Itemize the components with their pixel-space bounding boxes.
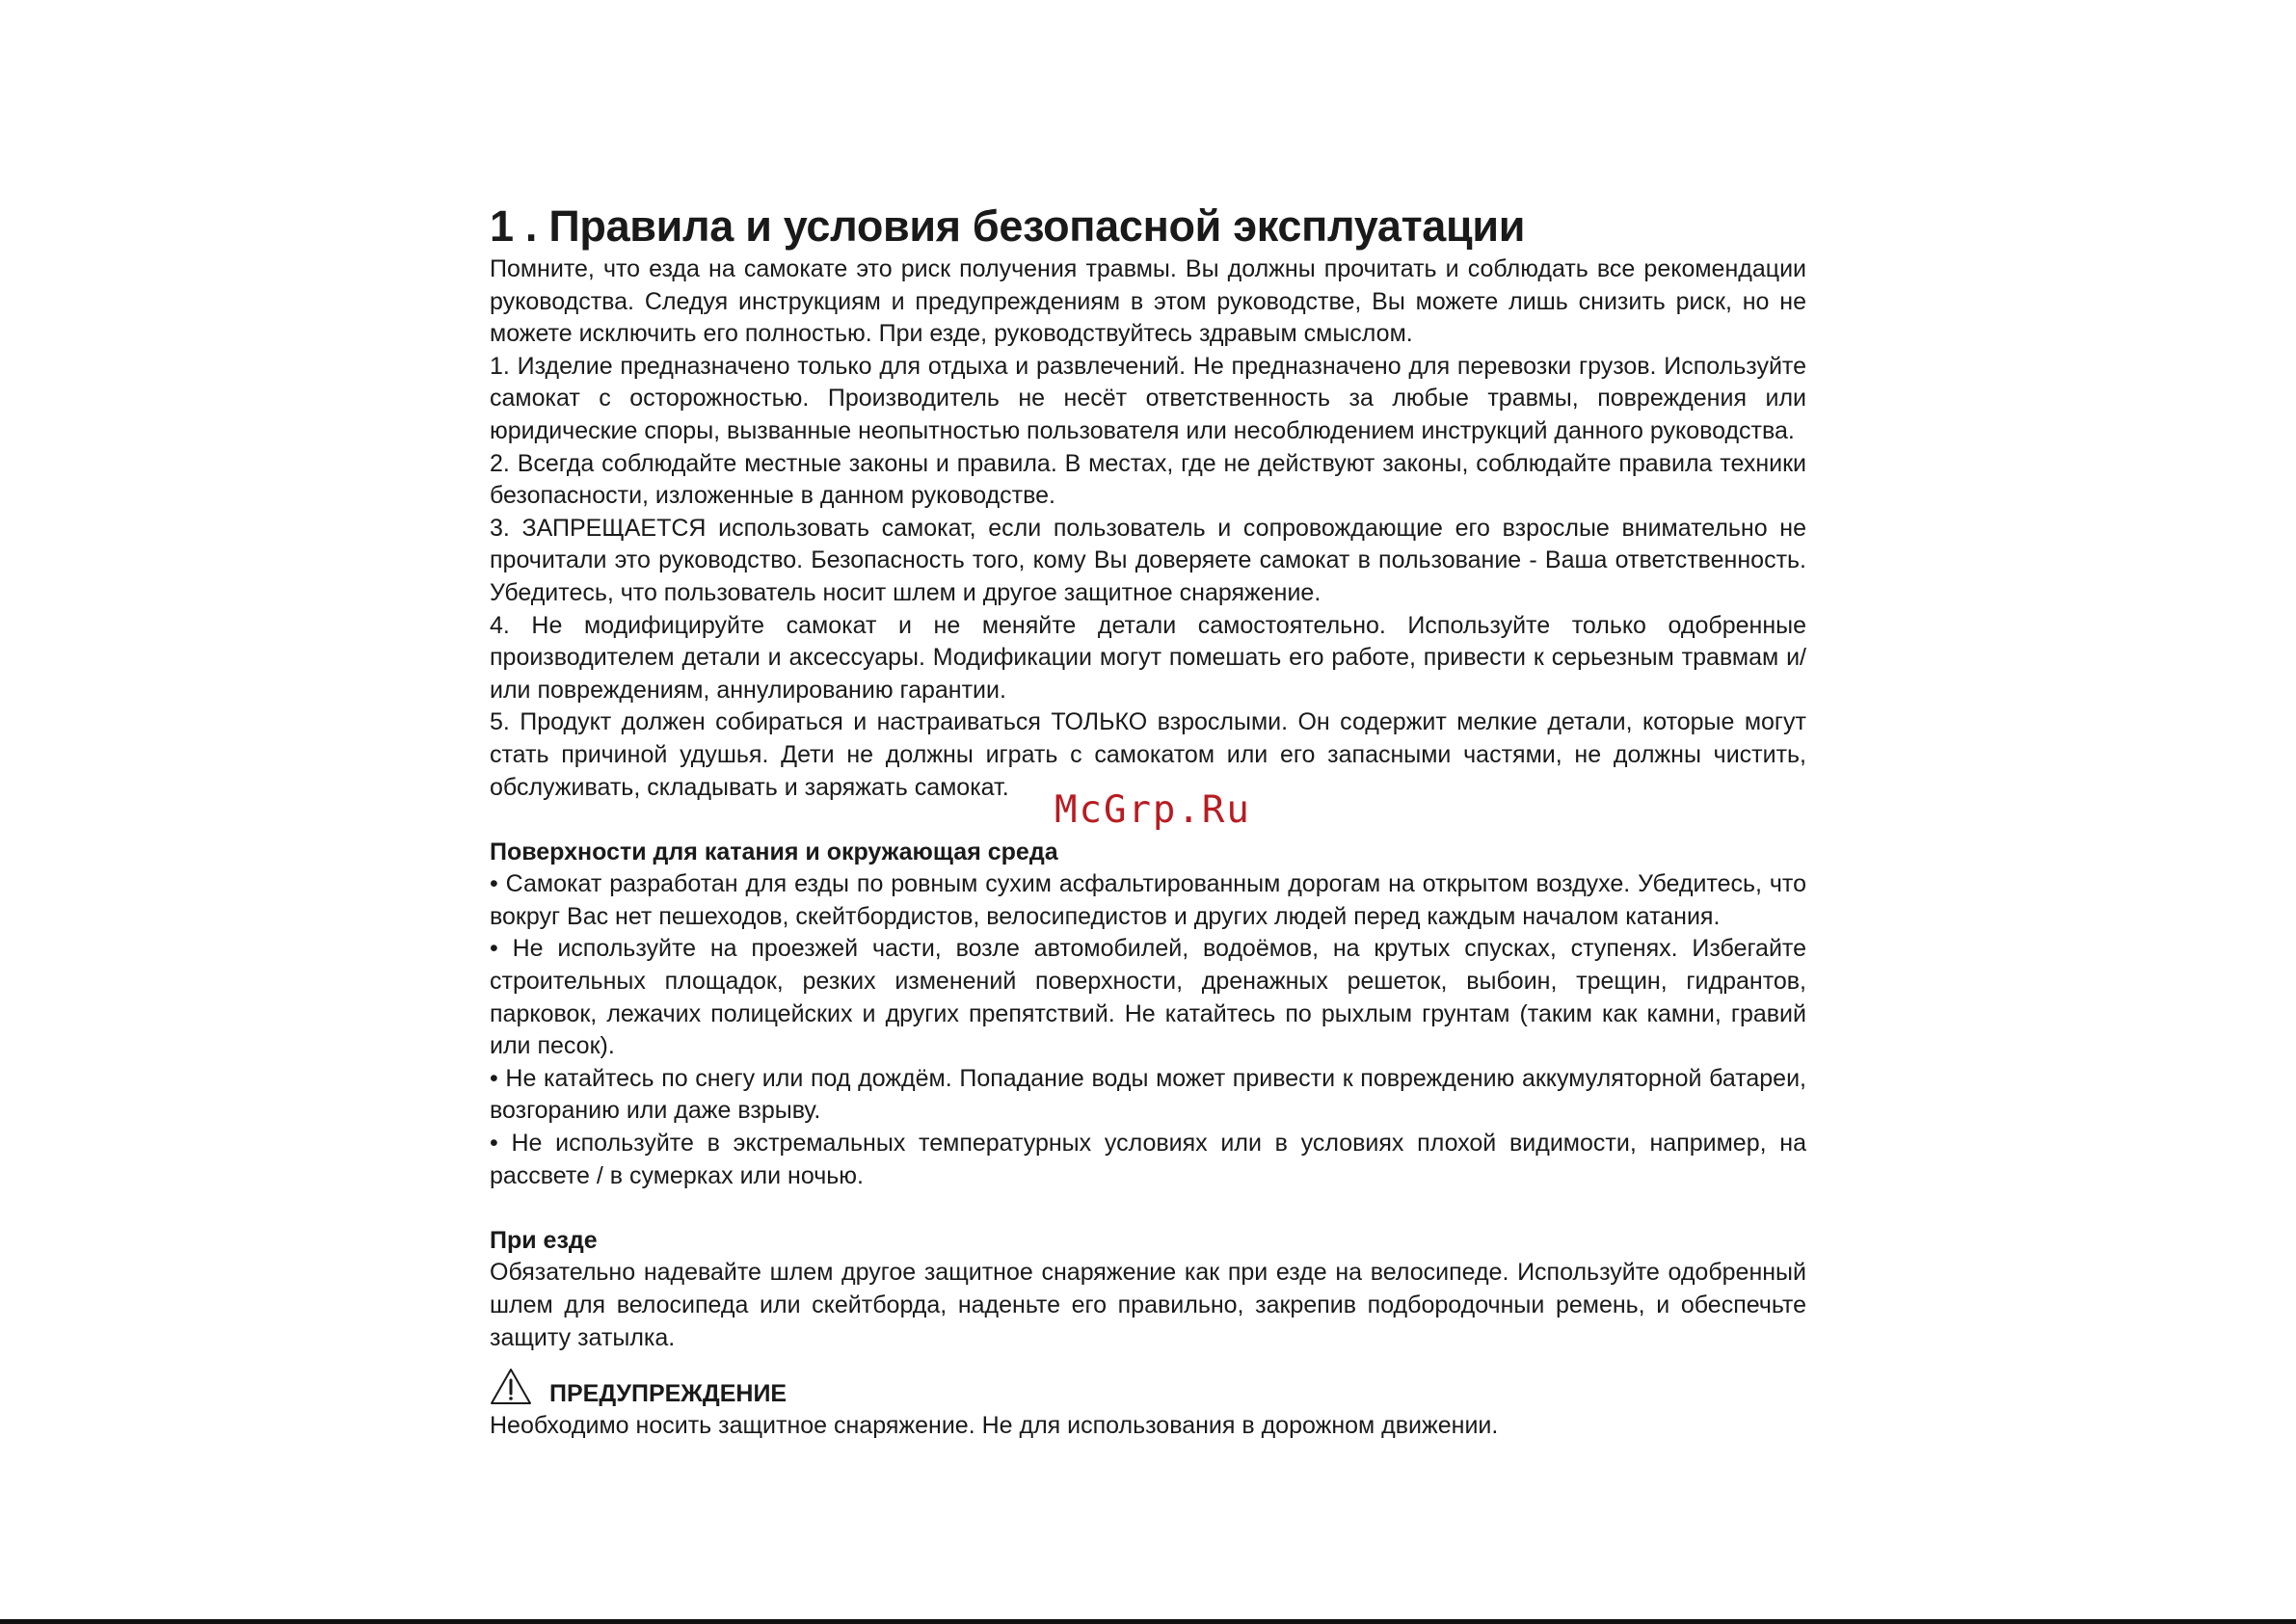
surfaces-item-2: • Не используйте на проезжей части, возле автомобилей, водоёмов, на крутых спусках, ступенях. Избегайте строительных площадок, резких изменений поверхности, дренажных решеток, выбоин, трещин, гидрантов, парковок, лежачих полицейских и других препятствий. Не катайтесь по рыхлым грунтам (таким как камни, гравий или песок). bbox=[490, 935, 1806, 1060]
surfaces-heading: Поверхности для катания и окружающая среда bbox=[490, 838, 1058, 865]
warning-text: Необходимо носить защитное снаряжение. Не для использования в дорожном движении. bbox=[490, 1412, 1499, 1440]
page-title: 1 . Правила и условия безопасной эксплуатации bbox=[490, 201, 1526, 251]
riding-heading: При езде bbox=[490, 1226, 598, 1254]
page-bottom-border bbox=[0, 1619, 2296, 1624]
warning-title: ПРЕДУПРЕЖДЕНИЕ bbox=[549, 1379, 788, 1407]
intro-paragraph: Помните, что езда на самокате это риск получения травмы. Вы должны прочитать и соблюдать все рекомендации руководства. Следуя инструкциям и предупреждениям в этом руководстве, Вы можете лишь снизить риск, но не можете исключить его полностью. При езде, руководствуйтесь здравым смыслом. bbox=[490, 255, 1806, 348]
rule-5: 5. Продукт должен собираться и настраиваться ТОЛЬКО взрослыми. Он содержит мелкие детали, которые могут стать причиной удушья. Дети не должны играть с самокатом или его запасными частями, не должны чистить, обслуживать, складывать и заряжать самокат. bbox=[490, 708, 1806, 801]
surfaces-item-3: • Не катайтесь по снегу или под дождём. Попадание воды может привести к повреждению аккумуляторной батареи, возгоранию или даже взрыву. bbox=[490, 1064, 1806, 1125]
rule-1: 1. Изделие предназначено только для отдыха и развлечений. Не предназначено для перевозки грузов. Используйте самокат с осторожностью. Производитель не несёт ответственность за любые травмы, повреждения или юридические споры, вызванные неопытностью пользователя или несоблюдением инструкций данного руководства. bbox=[490, 352, 1806, 444]
spacer bbox=[490, 1192, 1806, 1225]
rule-2: 2. Всегда соблюдайте местные законы и правила. В местах, где не действуют законы, соблюдайте правила техники безопасности, изложенные в данном руководстве. bbox=[490, 449, 1806, 510]
rule-4: 4. Не модифицируйте самокат и не меняйте детали самостоятельно. Используйте только одобренные производителем детали и аксессуары. Модификации могут помешать его работе, привести к серьезным травмам и/или повреждениям, аннулированию гарантии. bbox=[490, 611, 1806, 704]
rule-3: 3. ЗАПРЕЩАЕТСЯ использовать самокат, если пользователь и сопровождающие его взрослые внимательно не прочитали это руководство. Безопасность того, кому Вы доверяете самокат в пользование - Ваша ответственность. Убедитесь, что пользователь носит шлем и другое защитное снаряжение. bbox=[490, 514, 1806, 606]
surfaces-item-1: • Самокат разработан для езды по ровным сухим асфальтированным дорогам на открытом воздухе. Убедитесь, что вокруг Вас нет пешеходов, скейтбордистов, велосипедистов и других людей перед каждым началом катания. bbox=[490, 870, 1806, 930]
spacer bbox=[490, 1354, 1806, 1366]
warning-header bbox=[490, 1366, 1806, 1410]
riding-paragraph: Обязательно надевайте шлем другое защитное снаряжение как при езде на велосипеде. Используйте одобренный шлем для велосипеда или скейтборда, наденьте его правильно, закрепив подбородочныи ремень, и обеспечьте защиту затылка. bbox=[490, 1259, 1806, 1351]
warning-triangle-icon bbox=[490, 1368, 532, 1406]
watermark: McGrp.Ru bbox=[1055, 788, 1251, 832]
surfaces-item-4: • Не используйте в экстремальных температурных условиях или в условиях плохой видимости, например, на рассвете / в сумерках или ночью. bbox=[490, 1130, 1806, 1189]
